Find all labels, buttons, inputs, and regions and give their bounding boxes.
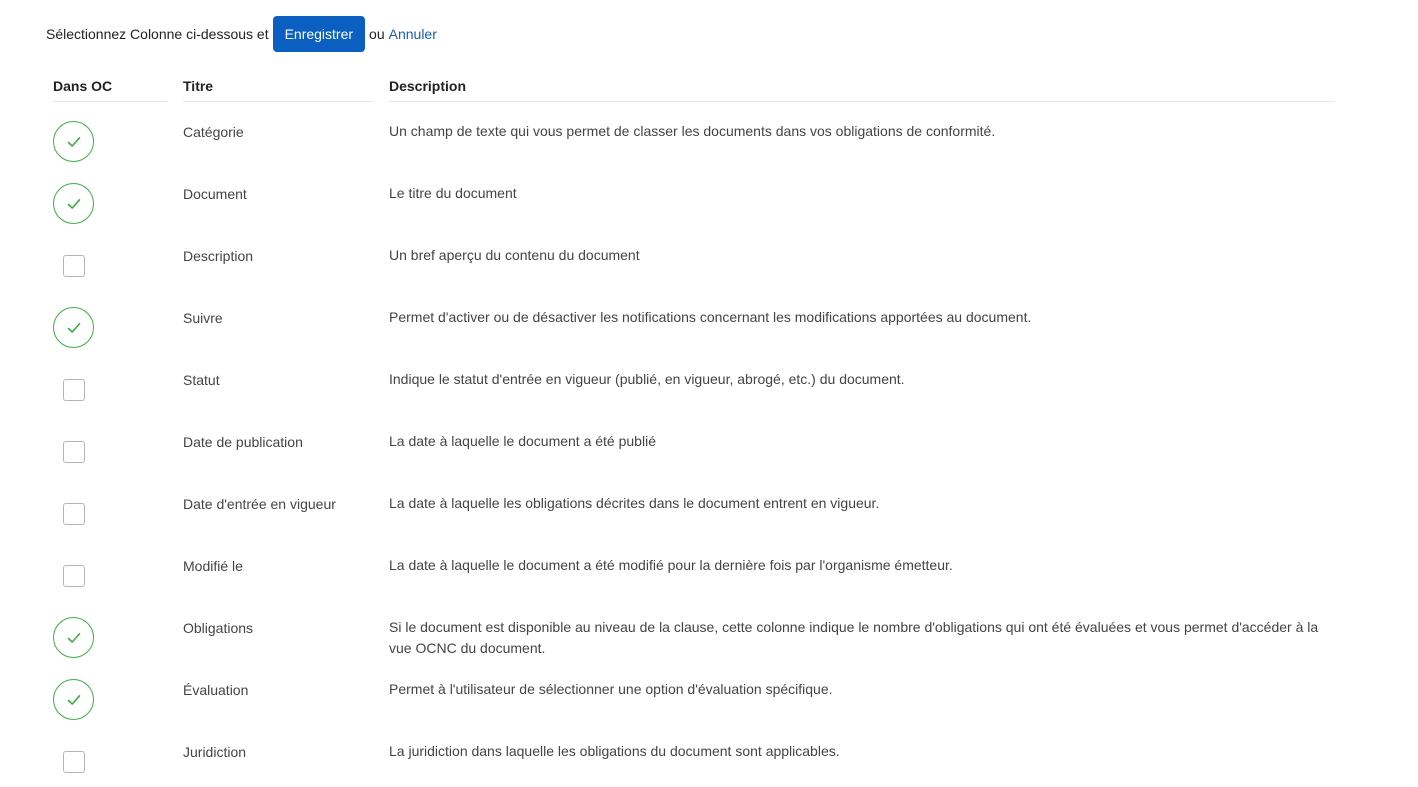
row-title: Juridiction: [183, 744, 247, 760]
column-list: [0, 102, 1418, 784]
header-description: Description: [389, 72, 1334, 102]
row-title: Date d'entrée en vigueur: [183, 496, 336, 512]
row-description: Permet à l'utilisateur de sélectionner une option d'évaluation spécifique.: [389, 681, 833, 697]
row-description: La juridiction dans laquelle les obligations du document sont applicables.: [389, 743, 840, 759]
row-title: Obligations: [183, 620, 254, 636]
in-oc-toggle-cell: [53, 183, 94, 224]
checkmark-icon: [67, 694, 81, 706]
in-oc-toggle-cell: [53, 555, 94, 596]
row-description: La date à laquelle les obligations décrites dans le document entrent en vigueur.: [389, 495, 880, 511]
row-description: La date à laquelle le document a été publié: [389, 433, 656, 449]
unchecked-checkbox[interactable]: [63, 379, 85, 401]
unchecked-checkbox[interactable]: [63, 441, 85, 463]
header-titre: Titre: [183, 72, 373, 102]
checkmark-icon: [67, 322, 81, 334]
table-row: [0, 412, 1418, 474]
row-description: Un champ de texte qui vous permet de classer les documents dans vos obligations de conformité.: [389, 123, 996, 139]
checked-toggle[interactable]: [53, 307, 94, 348]
row-title: Modifié le: [183, 558, 243, 574]
toolbar-or-text: ou: [369, 26, 385, 42]
row-title: Catégorie: [183, 124, 244, 140]
table-header: [0, 72, 1418, 102]
header-dans-oc: Dans OC: [53, 72, 167, 102]
checked-toggle[interactable]: [53, 617, 94, 658]
in-oc-toggle-cell: [53, 617, 94, 658]
row-title: Suivre: [183, 310, 223, 326]
cancel-link[interactable]: Annuler: [388, 26, 437, 42]
in-oc-toggle-cell: [53, 121, 94, 162]
in-oc-toggle-cell: [53, 493, 94, 534]
table-row: [0, 226, 1418, 288]
checkmark-icon: [67, 198, 81, 210]
table-row: [0, 102, 1418, 164]
in-oc-toggle-cell: [53, 245, 94, 286]
table-row: [0, 288, 1418, 350]
toolbar-prefix-text: Sélectionnez Colonne ci-dessous et: [46, 26, 269, 42]
unchecked-checkbox[interactable]: [63, 751, 85, 773]
in-oc-toggle-cell: [53, 307, 94, 348]
row-title: Description: [183, 248, 254, 264]
table-row: [0, 536, 1418, 598]
toolbar: [46, 16, 437, 52]
row-description: La date à laquelle le document a été modifié pour la dernière fois par l'organisme émetteur.: [389, 557, 953, 573]
table-row: [0, 350, 1418, 412]
row-description: Permet d'activer ou de désactiver les notifications concernant les modifications apportées au document.: [389, 309, 1032, 325]
checked-toggle[interactable]: [53, 183, 94, 224]
in-oc-toggle-cell: [53, 679, 94, 720]
checked-toggle[interactable]: [53, 121, 94, 162]
unchecked-checkbox[interactable]: [63, 503, 85, 525]
row-title: Date de publication: [183, 434, 303, 450]
row-title: Document: [183, 186, 247, 202]
row-title: Évaluation: [183, 682, 249, 698]
table-row: [0, 598, 1418, 660]
table-row: [0, 164, 1418, 226]
table-row: [0, 660, 1418, 722]
checkmark-icon: [67, 632, 81, 644]
row-description: Le titre du document: [389, 185, 517, 201]
checked-toggle[interactable]: [53, 679, 94, 720]
row-description: Un bref aperçu du contenu du document: [389, 247, 640, 263]
table-row: [0, 474, 1418, 536]
row-description: Si le document est disponible au niveau de la clause, cette colonne indique le nombre d'obligations qui ont été évaluées et vous permet d'accéder à la vue OCNC du document.: [389, 619, 1319, 656]
in-oc-toggle-cell: [53, 741, 94, 782]
checkmark-icon: [67, 136, 81, 148]
in-oc-toggle-cell: [53, 431, 94, 472]
unchecked-checkbox[interactable]: [63, 565, 85, 587]
row-title: Statut: [183, 372, 220, 388]
in-oc-toggle-cell: [53, 369, 94, 410]
save-button[interactable]: Enregistrer: [273, 16, 365, 52]
unchecked-checkbox[interactable]: [63, 255, 85, 277]
table-row: [0, 722, 1418, 784]
row-description: Indique le statut d'entrée en vigueur (publié, en vigueur, abrogé, etc.) du document.: [389, 371, 905, 387]
